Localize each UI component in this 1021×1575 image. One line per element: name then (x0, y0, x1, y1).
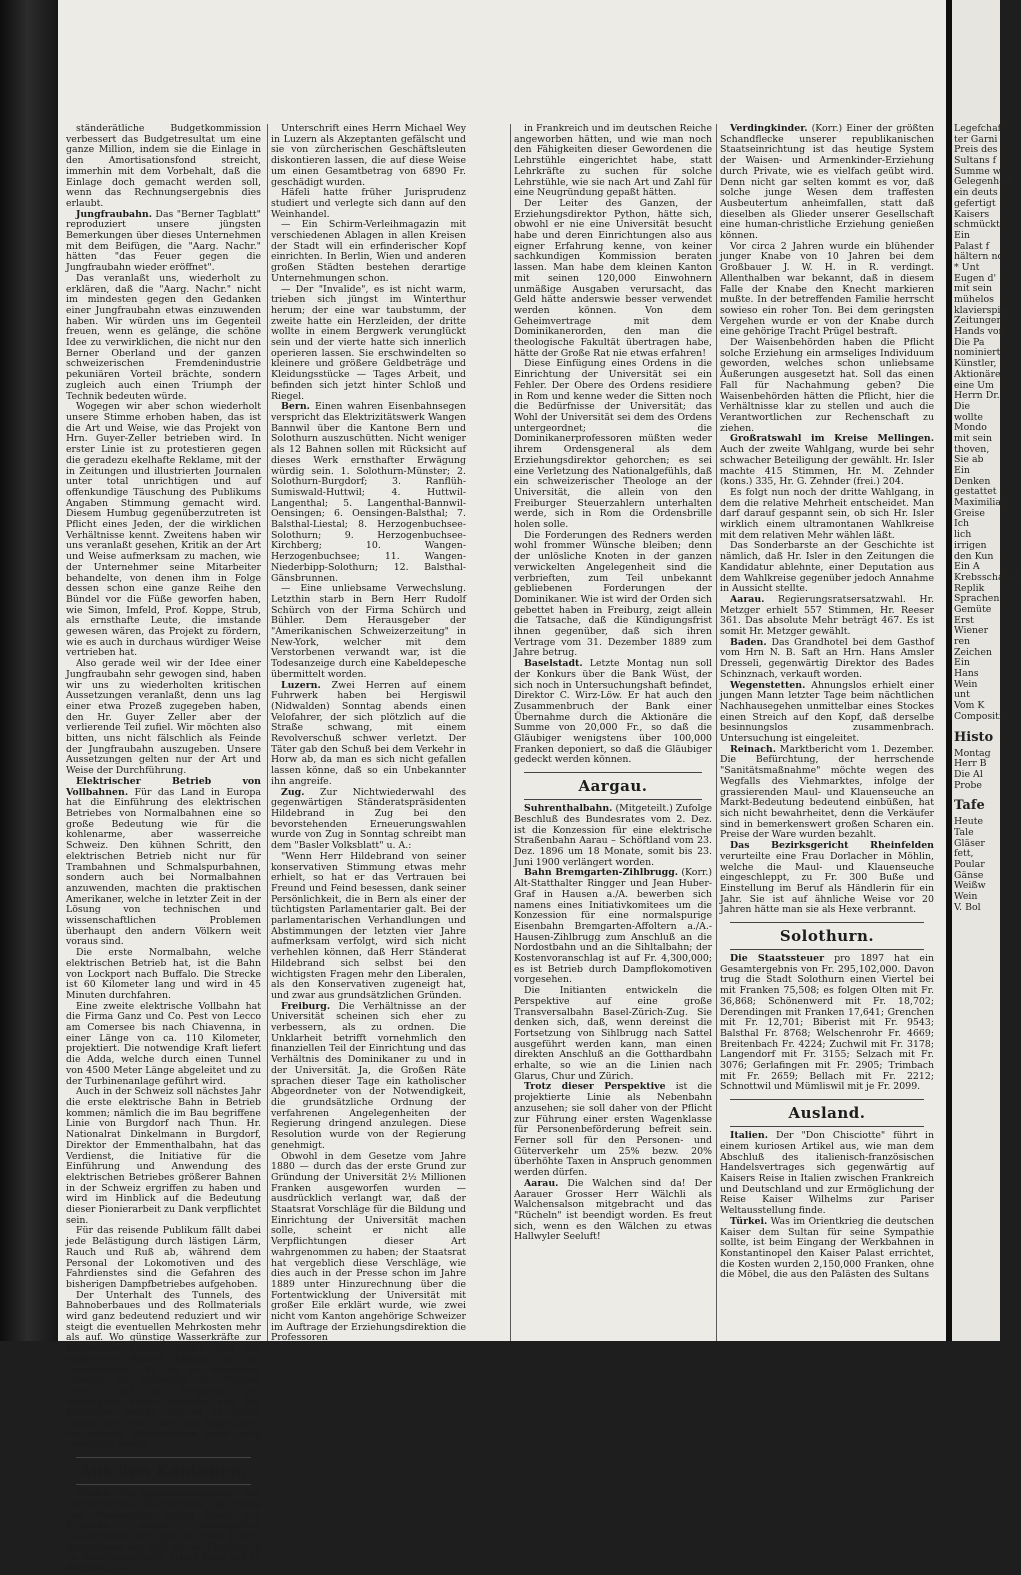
article-text: Regierungsratsersatzwahl. Hr. Metzger erhielt 557 Stimmen, Hr. Reeser 361. Das absolute Mehr beträgt 467. Es ist somit Hr. Metzger gewählt. (720, 593, 934, 638)
article-text: Was im Orientkrieg die deutschen Kaiser dem Sultan für seine Sympathie sollte, ist beim Eingang der Werkbahnen in Konstantinopel den Kaiser Palast errichtet, die Kosten wurden 2,150,000 Franken, ohne die Möbel, die aus den Palästen des Sultans (720, 1215, 934, 1281)
fragment-line: wollte (954, 411, 983, 423)
column-4 (720, 124, 934, 1341)
article-text: Vor circa 2 Jahren wurde ein blühender junger Knabe von 10 Jahren bei dem Großbauer J. W. H. in R. verdingt. Allenthalben war bekannt, daß in diesem Falle der Knabe den Knecht markieren mußte. In der betreffenden Familie herrscht sowieso ein roher Ton. Bei dem geringsten Vergehen wurde er von der Knabe durch eine gehörige Tracht Prügel bestraft. (720, 240, 934, 338)
article-paragraph (66, 659, 261, 777)
article-text: Häfeli hatte früher Jurisprudenz studiert und verlegte sich dann auf den Weinhandel. (271, 187, 466, 220)
fragment-line: mit sein (954, 283, 993, 295)
fragment-line: mühelos (954, 294, 994, 305)
article-paragraph (271, 402, 466, 584)
book-binding (0, 0, 60, 1341)
article-paragraph (514, 531, 712, 659)
article-text: Es folgt nun noch der dritte Wahlgang, in dem die relative Mehrheit entscheidet. Man darf darauf gespannt sein, ob sich Hr. Isler wirklich einem ultramontanen Wahlkreise mit dem relativen Mehr wählen läßt. (720, 486, 934, 541)
fragment-line: Maximilian (954, 497, 1007, 509)
fragment-line: Gelegenheit (954, 176, 1012, 188)
article-paragraph (66, 777, 261, 948)
article-lead: Verdingkinder. (730, 123, 808, 134)
article-text: Unterschrift eines Herrn Michael Wey in Luzern als Akzeptanten gefälscht und sie von zürcherischen Geschäftsleuten diskontieren lassen, die auf diese Weise um einen Gesamtbetrag von 6890 Fr. geschädigt wurden. (271, 123, 466, 188)
fragment-line: Histo (954, 729, 994, 745)
article-lead: Baselstadt. (524, 658, 583, 670)
fragment-line: ein deuts (954, 187, 998, 199)
article-paragraph (66, 1087, 261, 1226)
article-text: Der Leiter des Ganzen, der Erziehungsdirektor Python, hätte sich, obwohl er nie eine Universität besucht habe und deren Einrichtungen also aus eigner Erfahrung kenne, von keiner sachkundigen Kommission beraten lassen. Man habe dem kleinen Kanton mit seinen 120,000 Einwohnern unmäßige Ausgaben verursacht, das Geld hätte anderswie besser verwendet werden können. Von dem Geheimvertrage mit dem Dominikanerorden, den man die theologische Fakultät übertragen habe, hätte der Große Rat nie etwas erfahren! (514, 197, 712, 359)
article-text: Die erste Normalbahn, welche elektrischen Betrieb hat, ist die Bahn von Lockport nach Buffalo. Die Strecke ist 60 Kilometer lang und wird in 45 Minuten durchfahren. (66, 947, 261, 1001)
fragment-line: Probe (954, 779, 982, 791)
fragment-line: Zeitungen (954, 315, 1003, 327)
article-paragraph (271, 852, 466, 1002)
article-lead: Aarau. (524, 1177, 559, 1189)
article-paragraph (66, 1489, 261, 1575)
article-paragraph (66, 124, 261, 210)
fragment-line: Hands vor (954, 326, 1004, 338)
article-text: "Wenn Herr Hildebrand von seiner konservativen Stimmung etwas mehr erhielt, so hat er das Vertrauen bei Freund und Feind besessen, dank seiner Persönlichkeit, die in Bern als einer der tüchtigsten Parlamentarier galt. Bei der parlamentarischen Verhandlungen und Abstimmungen der letzten vier Jahre aufmerksam verfolgt, wird sich nicht verhehlen können, daß Herr Ständerat Hildebrand sich selbst bei den wichtigsten Fragen mehr den Liberalen, als den Konservativen zugeneigt hat, und zwar aus grundsätzlichen Gründen. (271, 850, 466, 1001)
fragment-line: Replik (954, 582, 985, 594)
article-paragraph (271, 220, 466, 284)
column-1 (66, 123, 261, 1575)
fragment-line: Summe w (954, 165, 1001, 177)
fragment-line: Künstler, (954, 358, 997, 370)
article-paragraph (271, 584, 466, 680)
fragment-line: gestattet (954, 486, 997, 498)
article-lead: Zürich. (76, 1488, 114, 1500)
column-rule (267, 124, 268, 1341)
fragment-line: Legefchaft (954, 123, 1005, 134)
article-text: verurteilte eine Frau Dorlacher in Möhlin, welche die Maul- und Klauenseuche eingeschleppt, zu Fr. 300 Buße und Einstellung im Beruf als Händlerin für ein Jahr. Sie ist auf ähnliche Weise vor 20 Jahren hätte man sie als Hexe verbrannt. (720, 850, 934, 916)
article-lead: Das Bezirksgericht Rheinfelden (730, 840, 934, 852)
article-paragraph (720, 434, 934, 488)
fragment-line: Compositio (954, 710, 1008, 722)
section-heading: Ausland. (720, 1099, 934, 1127)
fragment-line: Denken (954, 475, 991, 487)
article-paragraph (514, 1082, 712, 1178)
article-paragraph (514, 659, 712, 766)
article-lead: Bern. (281, 401, 310, 413)
fragment-line: Montag (954, 747, 991, 759)
article-text: Die Forderungen des Redners werden wohl frommer Wünsche bleiben; denn der unlösliche Knoten in der ganzen verwickelten Angelegenheit sind die verbrieften, zum Teil unbekannt gebliebenen Forderungen der Dominikaner. Wie ist wird der Orden sich gebettet haben in Freiburg, zeigt allein die Tatsache, daß die Kündigungsfrist ihnen gegenüber, daß sich ihren Vertrage vom 31. Dezember 1889 zum Jahre betrug. (514, 529, 712, 659)
fragment-line: gefertigt (954, 197, 996, 209)
fragment-line: klavierspiel (954, 304, 1009, 316)
fragment-line: ren (954, 636, 971, 647)
article-paragraph (720, 954, 934, 1093)
article-lead: Reinach. (730, 743, 776, 755)
fragment-line: eine Um (954, 379, 994, 391)
article-paragraph (514, 199, 712, 360)
fragment-line: Zeichen (954, 646, 992, 658)
fragment-line: Tafe (954, 798, 985, 814)
fragment-line: mit sein (954, 432, 993, 444)
article-paragraph (720, 124, 934, 242)
fragment-line: Vom K (954, 700, 985, 712)
article-paragraph (271, 681, 466, 788)
fragment-line: Gemüte (954, 603, 992, 615)
article-text: Das "Berner Tagblatt" reproduziert unsere jüngsten Bemerkungen über dieses Unternehmen mit dem Beifügen, die "Aarg. Nachr." hätten "das Feuer gegen die Jungfraubahn wieder eröffnet". (66, 208, 261, 274)
article-text: Eine zweite elektrische Vollbahn hat die Firma Ganz und Co. Pest von Lecco am Comersee bis nach Chiavenna, in einer Länge von ca. 110 Kilometer, projektiert. Die notwendige Kraft liefert die Adda, welche durch einen Tunnel von 4500 Meter Länge abgeleitet und zu der Turbinenanlage geführt wird. (66, 1000, 261, 1087)
article-text: Das Grandhotel bei dem Gasthof vom Hrn N. B. Saft an Hrn. Hans Amsler Dresseli, gegenwärtig Direktor des Bades Schinznach, verkauft worden. (720, 636, 935, 680)
fragment-line: Greise (954, 507, 985, 519)
fragment-line: Gänse (954, 869, 984, 881)
fragment-line: unt (954, 689, 970, 701)
article-paragraph (720, 488, 934, 542)
article-text: Das veranlaßt uns, wiederholt zu erklären, daß die "Aarg. Nachr." nicht im mindesten gegen den Gedanken einer Jungfraubahn etwas einzuwenden haben. Wir würden uns im Gegenteil freuen, wenn es gelänge, die schöne Idee zu verwirklichen, die nicht nur den Berner Oberland und der ganzen schweizerischen Fremdenindustrie pekuniären Vorteil brächte, sondern zugleich auch einen Triumph der Technik bedeuten würde. (66, 272, 261, 402)
fragment-line: Die Pa (954, 336, 985, 348)
fragment-line: Hans (954, 668, 979, 680)
fragment-line: Herrn Dr. (954, 390, 1000, 402)
fragment-line: Wein (954, 678, 978, 690)
article-text: Die Verhältnisse an der Universität scheinen sich eher zu verbessern, als zu ordnen. Die Unklarheit betrifft vornehmlich den finanziellen Teil der Einrichtung und das Verhältnis des Dominikaner zu und in der Universität. Ja, die Großen Räte sprachen dieser Tage ein katholischer Abgeordneter von der Notwendigkeit, die grundsätzliche Ordnung der verfahrenen Angelegenheiten der Regierung dringend anzulegen. Diese Resolution wurde von der Regierung genehmigt. (271, 1000, 467, 1151)
column-rule (510, 124, 511, 1341)
article-lead: Baden. (730, 636, 767, 648)
column-rule (716, 124, 717, 1341)
article-text: (Korr.) Einer der größten Schandflecke unserer republikanischen Staatseinrichtung ist das heutige System der Waisen- und Armenkinder-Erziehung durch Private, wie es vielfach geübt wird. Denn nicht gar selten kommt es vor, daß solche junge Wesen dem traffesten Ausbeutertum anheimfallen, statt daß dieselben als Glieder unserer Gesellschaft eine human-christliche Erziehung genießen können. (720, 123, 935, 242)
article-text: Die Appellationskammer des zürcherischen Obergerichts verurteilte den Weinhändler Alfred Häfeli von Klingnau wegen wiederholten qualifizierten Betruges zu zwei Jahren Arbeitshaus und fünf Jahren Einstellung im Aktivbürgerrecht. Häfeli hatte auf 14 Wechseln die (66, 1488, 261, 1575)
article-text: (Korr.) Alt-Statthalter Ringger und Jean Huber-Graf in Hausen a./A. bewerben sich namens eines Initiativkomitees um die Konzession für eine normalspurige Eisenbahn Bremgarten-Affoltern a./A.-Hausen-Zihlbrugg zum Anschluß an die Nordostbahn und an die Sihltalbahn; der Kostenvoranschlag ist auf Fr. 4,300,000; es ist Betrieb durch Dampflokomotiven vorgesehen. (514, 867, 713, 986)
article-paragraph (66, 1226, 261, 1290)
fragment-line: Weißw (954, 880, 986, 892)
fragment-line: Ein (954, 229, 970, 241)
article-paragraph (271, 188, 466, 220)
article-paragraph (720, 541, 934, 595)
fragment-line: schmückt. (954, 219, 1003, 231)
article-lead: Die Staatssteuer (730, 953, 825, 965)
article-text: Auch der zweite Wahlgang, wurde bei sehr schwacher Beteiligung der gewählt. Hr. Isler machte 415 Stimmen, Hr. M. Zehnder (kons.) 335, Hr. G. Zehnder (frei.) 204. (720, 444, 934, 488)
fragment-line: den Kun (954, 550, 994, 562)
fragment-line: Tale (954, 826, 974, 838)
article-text: Der Unterhalt des Tunnels, des Bahnoberbaues und des Rollmaterials wird ganz bedeutend reduziert und wir steigt die eventuellen Mehrkosten mehr als auf. Wo günstige Wasserkräfte zur Disposition stehen, dürfte sich der elektrische Betrieb billiger als der Dampfbetrieb. Es ist zu wünschen, schreibt ein Einsender des "Berner Tagbl.", daß die Tragweite und Wichtigkeit dieser Tatsache von den Kantonen, welche Bahnen zu bauen haben, und vom Bund, als Eigentümer der schweiz. Staatsbahnen, recht zeitig gewürdigt werde. (66, 1289, 261, 1451)
section-heading: Solothurn. (720, 922, 934, 950)
article-text: Wogegen wir aber schon wiederholt unsere Stimme erhoben haben, das ist die Art und Weise, wie das Projekt von Hrn. Guyer-Zeller betrieben wird. In erster Linie ist zu protestieren gegen die geradezu ekelhafte Reklame, mit der in Zeitungen und illustrierten Journalen unter total unrichtigen und auf offenkundige Täuschung des Publikums Angaben Stimmung gemacht wird. Diesem Humbug gegenüberzutreten ist Pflicht eines Jeden, der die wirklichen Verhältnisse kennt. Zweitens haben wir uns veranlaßt gesehen, Kritik an der Art und Weise aufmerksam zu machen, wie der Unternehmer seine Mitarbeiter behandelte, von denen ihm in Folge dessen schon eine ganze Reihe den Bündel vor die Füße geworfen haben, wie Simon, Imfeld, Prof. Koppe, Strub, als ernsthafte Leute, die imstande gewesen wären, das Projekt zu fördern, wie es auch in durchaus würdiger Weise vertrieben hat. (66, 401, 261, 659)
article-paragraph (271, 124, 466, 188)
article-paragraph (720, 681, 934, 745)
fragment-line: Die (954, 400, 971, 412)
article-paragraph (66, 274, 261, 402)
article-paragraph (720, 745, 934, 841)
article-paragraph (720, 338, 934, 434)
article-text: Die Walchen sind da! Der Aarauer Grosser Herr Wälchli als Walchensalson mitgebracht und das "Rücheln" ist beendigt worden. Es freut sich, wenn es den Wälchen zu etwas Hallwyler Seeluft! (514, 1177, 712, 1243)
article-lead: Jungfraubahn. (76, 208, 153, 220)
article-paragraph (720, 841, 934, 916)
fragment-line: Ein (954, 465, 970, 476)
article-paragraph (66, 1291, 261, 1452)
fragment-line: nominiert (954, 347, 1001, 359)
fragment-line: V. Bol (954, 901, 981, 913)
fragment-line: fett, (954, 848, 974, 860)
fragment-line: Ein A (954, 561, 980, 573)
article-text: Obwohl in dem Gesetze vom Jahre 1880 — durch das der erste Grund zur Gründung der Universität 2½ Millionen Franken ausgeworfen wurden — ausdrücklich verlangt war, daß der Staatsrat Vorschläge für die Bildung und Einrichtung der Universität machen solle, scheint er nicht alle Verpflichtungen dieser Art wahrgenommen zu haben; der Staatsrat hat vergeblich diese Verschläge, wie dies auch in der Presse schon im Jahre 1889 unter Hinzurechnung über die Fortentwicklung der Universität mit großer Eile erklärt wurde, wie zwei nicht vom Kanton angehörige Schweizer im Auftrage der Erziehungsdirektion die Professoren (271, 1150, 466, 1344)
article-text: Einen wahren Eisenbahnsegen verspricht das Elektrizitätswerk Wangen Bannwil über die Kantone Bern und Solothurn auszuschütten. Nicht weniger als 12 Bahnen sollen mit Rücksicht auf dieses Werk ernsthafter Erwägung würdig sein. 1. Solothurn-Münster; 2. Solothurn-Burgdorf; 3. Ranflüh-Sumiswald-Huttwil; 4. Huttwil-Langenthal; 5. Langenthal-Bannwil-Oensingen; 6. Oensingen-Balsthal; 7. Balsthal-Liestal; 8. Herzogenbuchsee-Solothurn; 9. Herzogenbuchsee-Kirchberg; 10. Wangen-Herzogenbuchsee; 11. Wangen-Niederbipp-Solothurn; 12. Balsthal-Gänsbrunnen. (271, 401, 466, 584)
article-text: Für das reisende Publikum fällt dabei jede Belästigung durch lästigen Lärm, Rauch und Ruß ab, während dem Personal der Lokomotiven und des Fahrdienstes sind die Gefahren des bisherigen Dampfbetriebes aufgehoben. (66, 1225, 261, 1290)
article-lead: Luzern. (281, 679, 321, 691)
article-paragraph (271, 1002, 466, 1152)
article-paragraph (66, 402, 261, 659)
fragment-line: lich (954, 529, 972, 541)
fragment-line: Mondo (954, 422, 987, 434)
article-lead: Elektrischer Betrieb von Vollbahnen. (66, 775, 261, 798)
article-paragraph (66, 948, 261, 1002)
column-2 (271, 123, 467, 1344)
fragment-line: thoven, (954, 443, 990, 455)
article-paragraph (720, 638, 934, 681)
column-3 (514, 124, 712, 1341)
article-paragraph (720, 1131, 934, 1217)
article-lead: Zug. (281, 786, 305, 798)
newspaper-page (58, 0, 948, 1575)
fragment-line: Wiener (954, 625, 989, 637)
article-paragraph (271, 788, 466, 852)
fragment-line: Die Al (954, 768, 983, 780)
article-lead: Trotz dieser Perspektive (524, 1081, 666, 1093)
fragment-line: Aktionäre (954, 368, 1001, 380)
article-paragraph (66, 1002, 261, 1088)
article-paragraph (66, 210, 261, 274)
article-paragraph (514, 124, 712, 199)
adjacent-page-strip (952, 0, 1021, 1341)
article-text: — Der "Invalide", es ist nicht warm, trieben sich jüngst im Winterthur herum; der eine war taubstumm, der zweite hatte ein Herzleiden, der dritte wollte in einem Bergwerk verunglückt sein und der vierte hatte sich innerlich operieren lassen. Sie erschwindelten so kleinere und größere Geldbeträge und Kleidungsstücke — Tages Arbeit, und befinden sich jetzt hinter Schloß und Riegel. (271, 283, 466, 402)
article-paragraph (720, 1217, 934, 1281)
article-text: Das Sonderbarste an der Geschichte ist nämlich, daß Hr. Isler in den Zeitungen die Kandidatur ablehnte, einer Deputation aus dem Wahlkreise gegenüber jedoch Annahme in Aussicht stellte. (720, 540, 934, 595)
article-lead: Italien. (730, 1130, 768, 1142)
fragment-line: Heute (954, 816, 984, 828)
article-text: — Ein Schirm-Verleihmagazin mit verschiedenen Ablagen in allen Kreisen der Stadt will ein erfinderischer Kopf einrichten. In Berlin, Wien und anderen großen Städten bestehen derartige Unternehmungen schon. (271, 219, 466, 284)
section-heading: Aus den Kantonen. (66, 1457, 261, 1485)
article-paragraph (514, 804, 712, 868)
article-paragraph (514, 1179, 712, 1243)
article-text: Auch in der Schweiz soll nächstes Jahr die erste elektrische Bahn in Betrieb kommen; nämlich die im Bau begriffene Linie von Burgdorf nach Thun. Hr. Nationalrat Dinkelmann in Burgdorf, Direktor der Emmenthalbahn, hat das Verdienst, die Initiative für die Einführung und Anwendung des elektrischen Betriebes größerer Bahnen in der Schweiz ergriffen zu haben und wird im Hinblick auf die Bedeutung dieser Pionierarbeit zu Dank verpflichtet sein. (66, 1086, 261, 1226)
article-paragraph (271, 285, 466, 403)
article-text: pro 1897 hat ein Gesamtergebnis von Fr. 295,102,000. Davon trug die Stadt Solothurn einen Viertel bei mit Franken 75,508; es folgen Olten mit Fr. 36,868; Schönenwerd mit Fr. 18,702; Derendingen mit Franken 17,641; Grenchen mit Fr. 12,701; Biberist mit Fr. 9543; Balsthal Fr. 8768; Welschenrohr Fr. 4669; Breitenbach Fr. 4224; Zuchwil mit Fr. 3178; Langendorf mit Fr. 3155; Selzach mit Fr. 3076; Gerlafingen mit Fr. 2905; Trimbach mit Fr. 2659; Bellach mit Fr. 2212; Schnottwil und Mümliswil mit je Fr. 2099. (720, 953, 935, 1093)
article-text: Der "Don Chisciotte" führt in einem kuriosen Artikel aus, wie man dem Abschluß des italienisch-französischen Handelsvertrages sich gegenwärtig auf Kaisers Reise in Italien zwischen Frankreich und Deutschland und zur Ermöglichung der Reise Kaiser Wilhelms zur Pariser Weltausstellung finde. (720, 1130, 934, 1217)
fragment-line: Sie ab (954, 454, 984, 466)
article-lead: Großratswahl im Kreise Mellingen. (730, 433, 934, 445)
adjacent-page-text (954, 123, 1021, 913)
article-text: Zur Nichtwiederwahl des gegenwärtigen Ständeratspräsidenten Hildebrand in Zug bei den bevorstehenden Erneuerungswahlen wurde von Zug in Sonntag schreibt man dem "Basler Volksblatt" u. A.: (271, 786, 466, 852)
article-text: Ahnungslos erhielt einer jungen Mann letzter Tage beim nächtlichen Nachhausegehen unmittelbar eines Stockes einen Streich auf den Kopf, daß derselbe besinnungslos zusammenbrach. Untersuchung ist eingeleitet. (720, 679, 934, 745)
fragment-line: Ein (954, 657, 970, 669)
article-paragraph (720, 595, 934, 638)
article-paragraph (720, 242, 934, 338)
fragment-line: irrigen (954, 539, 987, 551)
fragment-line: Ich (954, 518, 969, 530)
article-text: Marktbericht vom 1. Dezember. Die Befürchtung, der herrschende "Sanitätsmaßnahme" möchte wegen des Wegfalls des Viehmarktes, infolge der grassierenden Maul- und Klauenseuche an Markt-Bedeutung bedeutend einbüßen, hat sich nicht bewahrheitet, denn die Verkäufer sind in bemerkenswert großen Scharen ein. Preise der Ware wurden bezahlt. (720, 743, 934, 841)
fragment-line: Preis des (954, 144, 998, 156)
article-lead: Suhrenthalbahn. (524, 803, 613, 815)
article-lead: Türkei. (730, 1215, 768, 1227)
fragment-line: Sultans f (954, 155, 997, 167)
article-text: ist die projektierte Linie als Nebenbahn anzusehen; sie soll daher von der Pflicht zur Führung einer ersten Wagenklasse für Personenbeförderung befreit sein. Ferner soll für den Personen- und Güterverkehr um 25% bezw. 20% überhöhte Taxen in Anspruch genommen werden dürfen. (514, 1081, 713, 1179)
article-text: Diese Einfügung eines Ordens in die Einrichtung der Universität sei ein Fehler. Der Obere des Ordens residiere in Rom und kenne weder die Sitten noch die Bedürfnisse der Universität; das Wohl der Universität sei dem des Ordens untergeordnet; die Dominikanerprofessoren müßten weder ihrem Ordensgeneral als dem Erziehungsdirektor gehorchen; es sei eine Verletzung des Nationalgefühls, daß ein schweizerischer Theologe an der Universität, die allein von den Freiburger Steuerzahlern unterhalten werde, sich in Rom die Ordensbrille holen solle. (514, 358, 712, 531)
article-lead: Wegenstetten. (730, 679, 806, 691)
fragment-line: * Unt (954, 261, 980, 273)
fragment-line: hältern no (954, 251, 1004, 263)
article-text: (Mitgeteilt.) Zufolge Beschluß des Bundesrates vom 2. Dez. ist die Konzession für eine elektrische Straßenbahn Aarau – Schöftland vom 23. Dez. 1896 um 18 Monate, somit bis 23. Juni 1900 verlängert worden. (514, 803, 712, 868)
fragment-line: Kaisers (954, 208, 990, 220)
fragment-line: Gläser (954, 837, 985, 849)
article-paragraph (514, 986, 712, 1082)
article-text: Letzte Montag nun soll der Konkurs über die Bank Wüst, der sich noch in Untersuchungshaft befindet, Direktor C. Wirz-Löw. Er hat auch den Zusammenbruch der Bank einer Übernahme durch die Aktionäre die Summe von 20,000 Fr., so daß die Gläubiger wenigstens über 100,000 Franken deponiert, so daß die Gläubiger gedeckt werden können. (514, 658, 712, 766)
fragment-line: ter Garni (954, 133, 998, 145)
article-lead: Bahn Bremgarten-Zihlbrugg. (524, 867, 679, 879)
section-heading: Aargau. (514, 772, 712, 800)
article-text: Also gerade weil wir der Idee einer Jungfraubahn sehr gewogen sind, haben wir uns zu wiederholten kritischen Aussetzungen veranlaßt, denn uns lag einer etwa Prozeß zugegeben haben, den Hr. Guyer Zeller aber der verlierende Teil zufiel. Wir möchten also bitten, uns nicht fälschlich als Feinde der Jungfraubahn auszugeben. Unsere Aussetzungen gelten nur der Art und Weise der Durchführung. (66, 658, 261, 777)
fragment-line: Wein (954, 891, 978, 903)
article-paragraph (514, 868, 712, 986)
fragment-line: Poular (954, 859, 985, 870)
article-text: Der Waisenbehörden haben die Pflicht solche Erziehung ein armseliges Individuum geworden, welches schon unliebsame Äußerungen ausgesetzt hat. Soll das einen Fall für Nachahmung geben? Die Waisenbehörden hätten die Pflicht, hier die Verhältnisse klar zu stellen und auch die Verantwortlichen zur Rechenschaft zu ziehen. (720, 337, 934, 434)
article-text: Die Initianten entwickeln die Perspektive auf eine große Transversalbahn Basel-Zürich-Zug. Sie denken sich, daß, wenn dereinst die Fortsetzung von Sihlbrugg nach Sattel ausgeführt werden kann, man einen direkten Anschluß an die Gotthardbahn erhalte, so wie an die Linien nach Glarus, Chur und Zürich. (514, 985, 712, 1082)
fragment-line: Krebsschaden (954, 571, 1021, 583)
article-text: Zwei Herren auf einem Fuhrwerk haben bei Hergiswil (Nidwalden) Sonntag abends einen Velofahrer, der sich plötzlich auf die Straße schwang, mit einem Revolverschuß schwer verletzt. Der Täter gab den Schuß bei dem Verkehr in Horw ab, da man es sich nicht gefallen lassen könne, daß so ein Unbekannter ihn angreife. (271, 679, 466, 787)
fragment-line: Palast f (954, 240, 990, 252)
article-paragraph (514, 359, 712, 530)
fragment-line: Erst (954, 614, 974, 626)
article-lead: Freiburg. (281, 1000, 331, 1012)
fragment-line: Eugen d' (954, 272, 997, 284)
article-text: Für das Land in Europa hat die Einführung des elektrischen Betriebes von Normalbahnen eine so große Bedeutung wie für die kohlenarme, aber wasserreiche Schweiz. Den kühnen Schritt, den elektrischen Betrieb nicht nur für Trambahnen und Schmalspurbahnen, sondern auch bei Normalbahnen anzuwenden, machten die praktischen Amerikaner, welche in letzter Zeit in der Lösung von technischen und wissenschaftlichen Problemen überhaupt den andern Völkern weit voraus sind. (66, 786, 261, 948)
fragment-line: Sprachen (954, 593, 1000, 605)
fragment-line: Herr B (954, 758, 987, 770)
article-text: — Eine unliebsame Verwechslung. Letzthin starb in Bern Herr Rudolf Schürch von der Firma Schürch und Bühler. Dem Herausgeber der "Amerikanischen Schweizerzeitung" in New-York, welcher mit dem Verstorbenen verwandt war, ist die Todesanzeige durch eine Kabeldepesche übermittelt worden. (271, 583, 466, 680)
article-paragraph (271, 1152, 466, 1345)
article-text: in Frankreich und im deutschen Reiche angeworben hätten, und wie man noch den Fähigkeiten dieser Gewordenen die Lehrstühle eingerichtet habe, statt Lehrkräfte zu suchen für solche Lehrstühle, wie sie nach Art und Zahl für eine Neugründung gepaßt hätten. (514, 123, 712, 199)
article-lead: Aarau. (730, 593, 765, 605)
article-text: ständerätliche Budgetkommission verbessert das Budgetresultat um eine ganze Million, indem sie die Einlage in den Amortisationsfond streicht, immerhin mit dem Vorbehalt, daß die Einlage doch gemacht werden soll, wenn das Rechnungsergebnis dies erlaubt. (66, 123, 261, 209)
